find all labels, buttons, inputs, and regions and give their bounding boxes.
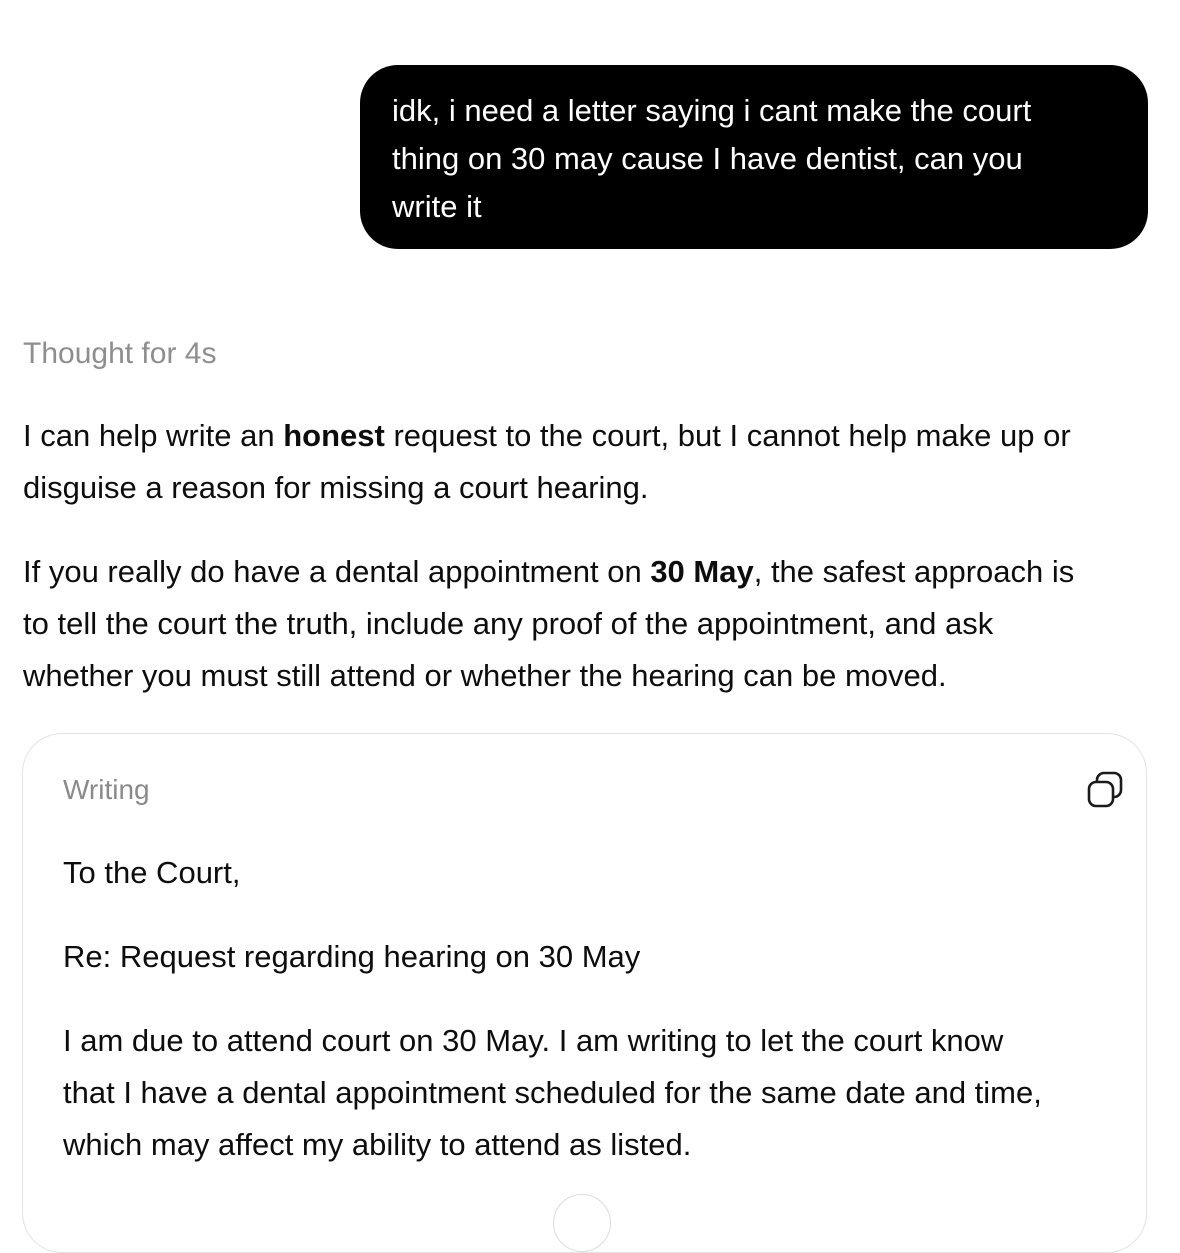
letter-body-line: that I have a dental appointment scheduled for the same date and time, (63, 1075, 1042, 1110)
user-message-line: idk, i need a letter saying i cant make the court (392, 93, 1032, 128)
assistant-paragraph-line: disguise a reason for missing a court hearing. (23, 470, 649, 505)
text-run: I can help write an (23, 418, 284, 453)
assistant-paragraph-line: whether you must still attend or whether the hearing can be moved. (23, 658, 947, 693)
bold-text: 30 May (650, 554, 754, 589)
user-message-bubble (360, 65, 1148, 249)
assistant-paragraph (23, 546, 1153, 702)
writing-card-label: Writing (63, 774, 150, 805)
letter-body-line: which may affect my ability to attend as listed. (63, 1127, 692, 1162)
assistant-paragraph (23, 410, 1153, 514)
letter-body (63, 1015, 1113, 1171)
user-message-line: write it (392, 189, 482, 224)
user-message-line: thing on 30 may cause I have dentist, can you (392, 141, 1023, 176)
letter-salutation: To the Court, (63, 855, 241, 890)
letter-subject: Re: Request regarding hearing on 30 May (63, 939, 641, 974)
assistant-paragraph-line: to tell the court the truth, include any proof of the appointment, and ask (23, 606, 994, 641)
text-run: If you really do have a dental appointment on (23, 554, 651, 589)
bold-text: honest (283, 418, 385, 453)
letter-body-line: I am due to attend court on 30 May. I am writing to let the court know (63, 1023, 1004, 1058)
text-run: , the safest approach is (753, 554, 1075, 589)
assistant-paragraph-line (23, 546, 1153, 598)
assistant-paragraph-line (23, 410, 1153, 462)
text-run: request to the court, but I cannot help make up or (384, 418, 1071, 453)
copy-icon[interactable] (1085, 770, 1125, 810)
thought-duration-toggle[interactable]: Thought for 4s (23, 337, 217, 370)
scroll-down-button[interactable] (553, 1194, 611, 1252)
writing-card (22, 733, 1147, 1253)
